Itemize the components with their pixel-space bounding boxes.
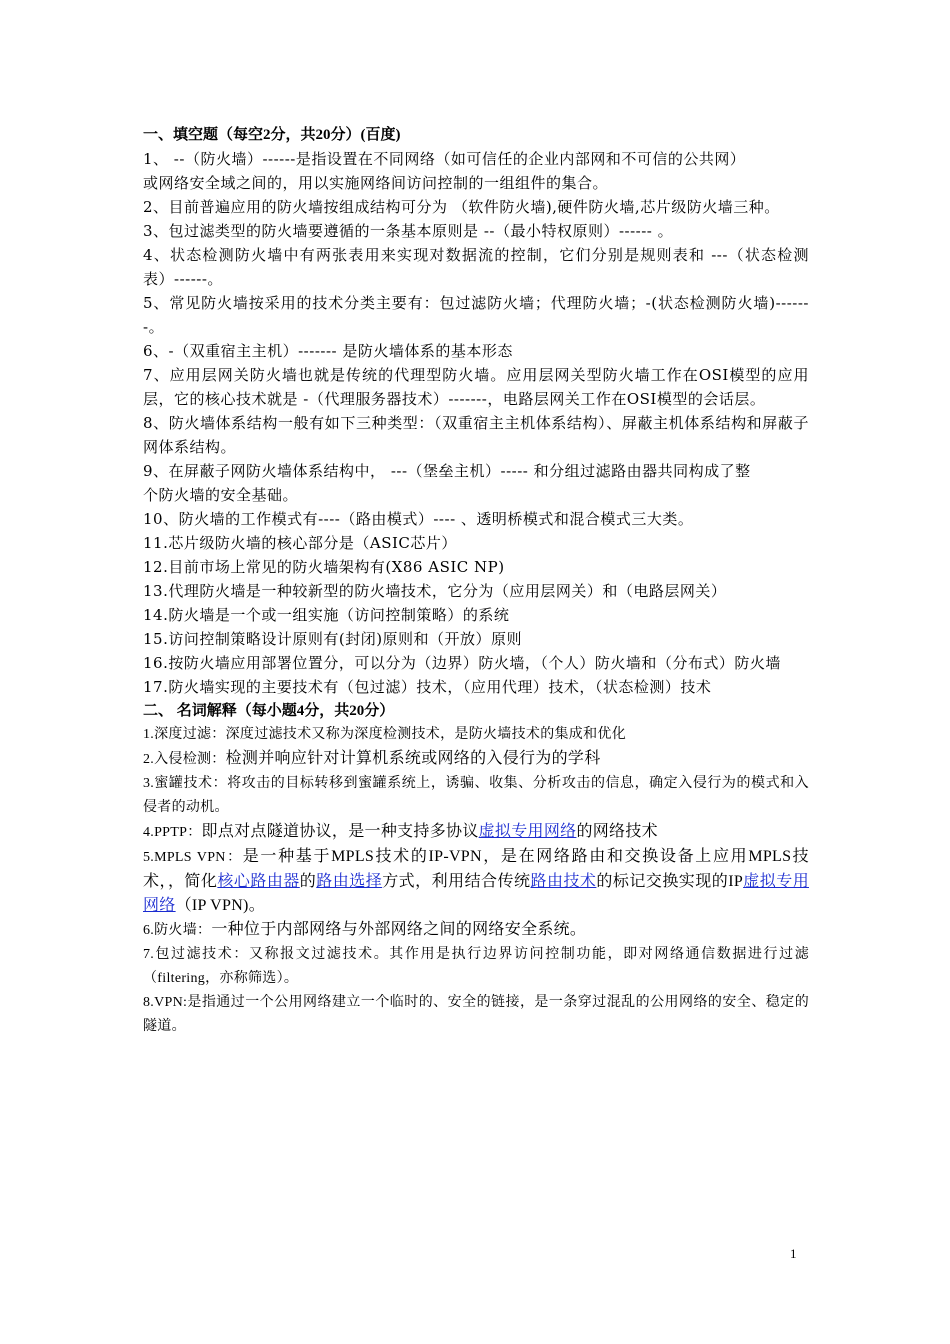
definition-term: 5.MPLS VPN： bbox=[143, 850, 243, 865]
fill-in-item: 5、常见防火墙按采用的技术分类主要有：包过滤防火墙；代理防火墙；-(状态检测防火墙)-------。 bbox=[143, 294, 809, 336]
fill-in-item: 14.防火墙是一个或一组实施（访问控制策略）的系统 bbox=[143, 606, 510, 624]
definition-intrusion-detection bbox=[143, 747, 809, 772]
link-core-router[interactable]: 核心路由器 bbox=[217, 873, 300, 890]
fill-in-item: 6、-（双重宿主主机）------- 是防火墙体系的基本形态 bbox=[143, 342, 513, 360]
definition-text: 的网络技术 bbox=[576, 823, 658, 840]
fill-in-item: 17.防火墙实现的主要技术有（包过滤）技术，（应用代理）技术，（状态检测）技术 bbox=[143, 678, 712, 696]
link-routing-technology[interactable]: 路由技术 bbox=[530, 873, 597, 890]
page-number: 1 bbox=[790, 1246, 797, 1261]
definition-term: 2.入侵检测： bbox=[143, 752, 226, 767]
fill-in-item: 9、在屏蔽子网防火墙体系结构中， ---（堡垒主机）----- 和分组过滤路由器共同构成了整 bbox=[143, 462, 751, 480]
link-vpn[interactable]: 虚拟专用网络 bbox=[478, 823, 577, 840]
definition-term: 6.防火墙： bbox=[143, 923, 212, 938]
definition-text: 一种位于内部网络与外部网络之间的网络安全系统。 bbox=[211, 921, 587, 938]
fill-in-item: 10、防火墙的工作模式有----（路由模式）---- 、透明桥模式和混合模式三大类。 bbox=[143, 510, 694, 528]
fill-in-list bbox=[143, 147, 809, 699]
definition-honeypot: 3.蜜罐技术：将攻击的目标转移到蜜罐系统上，诱骗、收集、分析攻击的信息，确定入侵行为的模式和入侵者的动机。 bbox=[143, 776, 809, 815]
definition-text: 即点对点隧道协议，是一种支持多协议 bbox=[201, 823, 479, 840]
definition-text: 方式，利用结合传统 bbox=[382, 873, 531, 890]
definition-text: 的 bbox=[299, 873, 317, 890]
link-route-selection[interactable]: 路由选择 bbox=[316, 873, 383, 890]
fill-in-item: 4、状态检测防火墙中有两张表用来实现对数据流的控制，它们分别是规则表和 ---（状态检测表）------。 bbox=[143, 246, 809, 288]
definition-text: 的标记交换实现的IP bbox=[596, 873, 744, 890]
fill-in-item: 1、 --（防火墙）------是指设置在不同网络（如可信任的企业内部网和不可信的公共网） bbox=[143, 150, 746, 168]
section-heading-fill-in: 一、填空题（每空2分，共20分）(百度) bbox=[143, 127, 401, 143]
definition-term: 4.PPTP： bbox=[143, 825, 202, 840]
fill-in-item: 8、防火墙体系结构一般有如下三种类型：（双重宿主主机体系结构）、屏蔽主机体系结构和屏蔽子网体系结构。 bbox=[143, 414, 809, 456]
fill-in-item: 15.访问控制策略设计原则有(封闭)原则和（开放）原则 bbox=[143, 630, 523, 648]
link-vpn-2[interactable]: 虚拟专用网络 bbox=[143, 873, 809, 914]
fill-in-item: 2、目前普遍应用的防火墙按组成结构可分为 （软件防火墙),硬件防火墙,芯片级防火墙三种。 bbox=[143, 198, 780, 216]
definition-text: （IP VPN)。 bbox=[175, 897, 265, 914]
fill-in-item: 12.目前市场上常见的防火墙架构有(X86 ASIC NP) bbox=[143, 558, 505, 576]
fill-in-item: 个防火墙的安全基础。 bbox=[143, 486, 299, 504]
fill-in-item: 16.按防火墙应用部署位置分，可以分为（边界）防火墙，（个人）防火墙和（分布式）防火墙 bbox=[143, 654, 781, 672]
definition-deep-filtering: 1.深度过滤：深度过滤技术又称为深度检测技术，是防火墙技术的集成和优化 bbox=[143, 727, 626, 742]
document-page bbox=[143, 123, 809, 1039]
fill-in-item: 或网络安全域之间的，用以实施网络间访问控制的一组组件的集合。 bbox=[143, 174, 609, 192]
fill-in-item: 7、应用层网关防火墙也就是传统的代理型防火墙。应用层网关型防火墙工作在OSI模型的应用层，它的核心技术就是 -（代理服务器技术）-------，电路层网关工作在OSI模型的会话层。 bbox=[143, 366, 809, 408]
definition-text: 检测并响应针对计算机系统或网络的入侵行为的学科 bbox=[225, 750, 601, 767]
definitions-list bbox=[143, 723, 809, 1039]
fill-in-item: 13.代理防火墙是一种较新型的防火墙技术，它分为（应用层网关）和（电路层网关） bbox=[143, 582, 727, 600]
fill-in-item: 11.芯片级防火墙的核心部分是（ASIC芯片） bbox=[143, 534, 457, 552]
definition-text: 是一种基于MPLS技术的IP-VPN，是在网络路由和交换设备上应用MPLS技术，，简化 bbox=[143, 848, 809, 890]
definition-vpn: 8.VPN:是指通过一个公用网络建立一个临时的、安全的链接，是一条穿过混乱的公用网络的安全、稳定的隧道。 bbox=[143, 995, 809, 1034]
definition-firewall bbox=[143, 918, 809, 943]
fill-in-item: 3、包过滤类型的防火墙要遵循的一条基本原则是 --（最小特权原则）------ 。 bbox=[143, 222, 674, 240]
definition-packet-filtering: 7.包过滤技术：又称报文过滤技术。其作用是执行边界访问控制功能，即对网络通信数据进行过滤（filtering，亦称筛选）。 bbox=[143, 947, 809, 986]
definition-pptp bbox=[143, 820, 809, 845]
definition-mpls-vpn bbox=[143, 845, 809, 918]
section-heading-definitions: 二、 名词解释（每小题4分，共20分） bbox=[143, 703, 395, 719]
